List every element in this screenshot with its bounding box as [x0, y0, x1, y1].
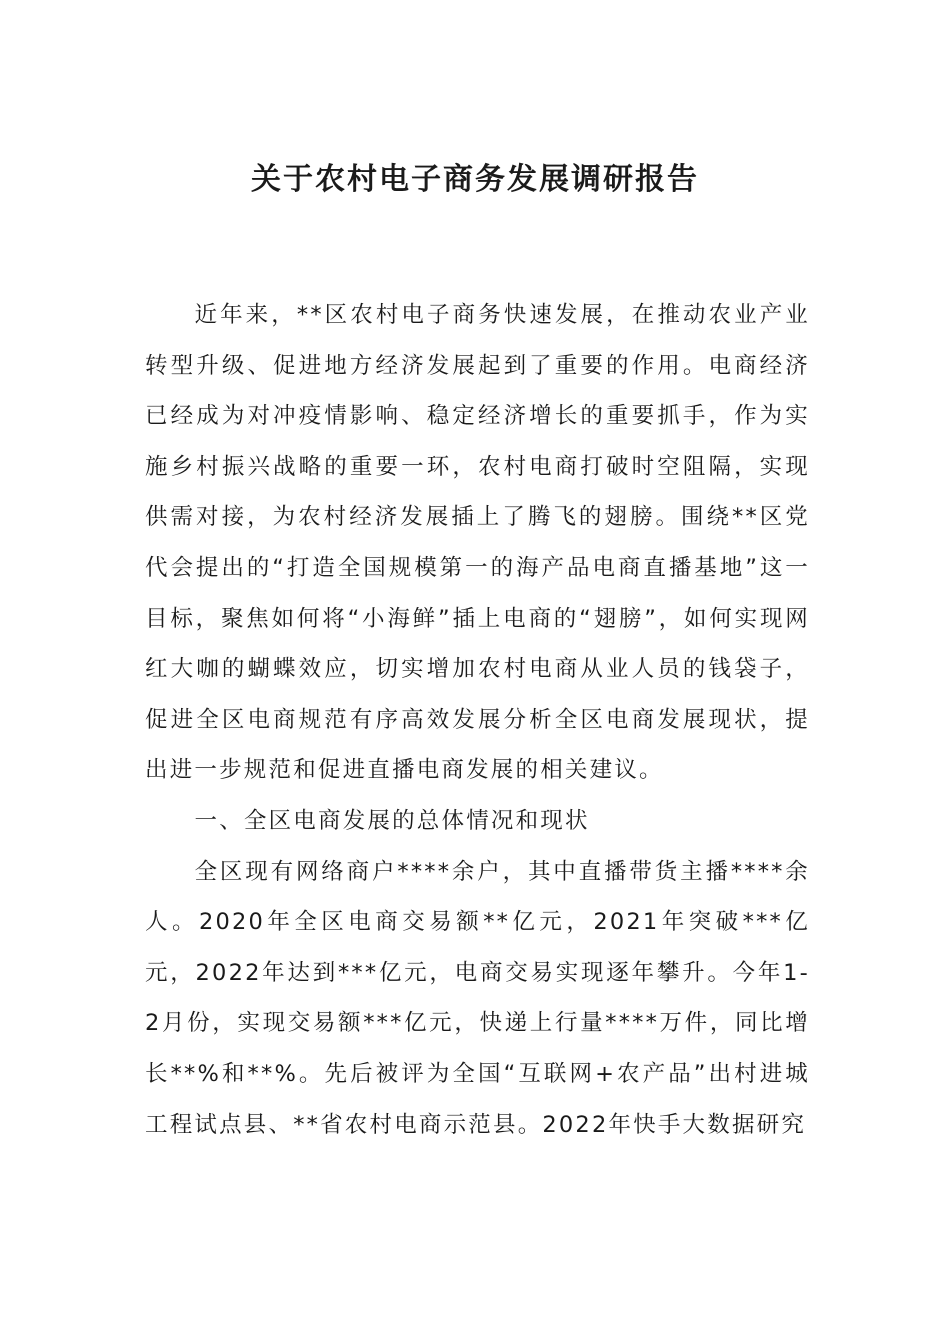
section-paragraph: 全区现有网络商户****余户，其中直播带货主播****余人。2020年全区电商交易额**亿元，2021年突破***亿元，2022年达到***亿元，电商交易实现逐年攀升。今年1-2月份，实现交易额***亿元，快递上行量****万件，同比增长**%和**%。先后被评为全国“互联网+农产品”出村进城工程试点县、**省农村电商示范县。2022年快手大数据研究	[145, 858, 810, 1138]
intro-paragraph: 近年来，**区农村电子商务快速发展，在推动农业产业转型升级、促进地方经济发展起到了重要的作用。电商经济已经成为对冲疫情影响、稳定经济增长的重要抓手，作为实施乡村振兴战略的重要一环，农村电商打破时空阻隔，实现供需对接，为农村经济发展插上了腾飞的翅膀。围绕**区党代会提出的“打造全国规模第一的海产品电商直播基地”这一目标，聚焦如何将“小海鲜”插上电商的“翅膀”，如何实现网红大咖的蝴蝶效应，切实增加农村电商从业人员的钱袋子，促进全区电商规范有序高效发展分析全区电商发展现状，提出进一步规范和促进直播电商发展的相关建议。	[145, 302, 810, 784]
document-title: 关于农村电子商务发展调研报告	[251, 162, 699, 197]
section-heading: 一、全区电商发展的总体情况和现状	[194, 807, 590, 834]
document-body	[145, 290, 810, 1150]
